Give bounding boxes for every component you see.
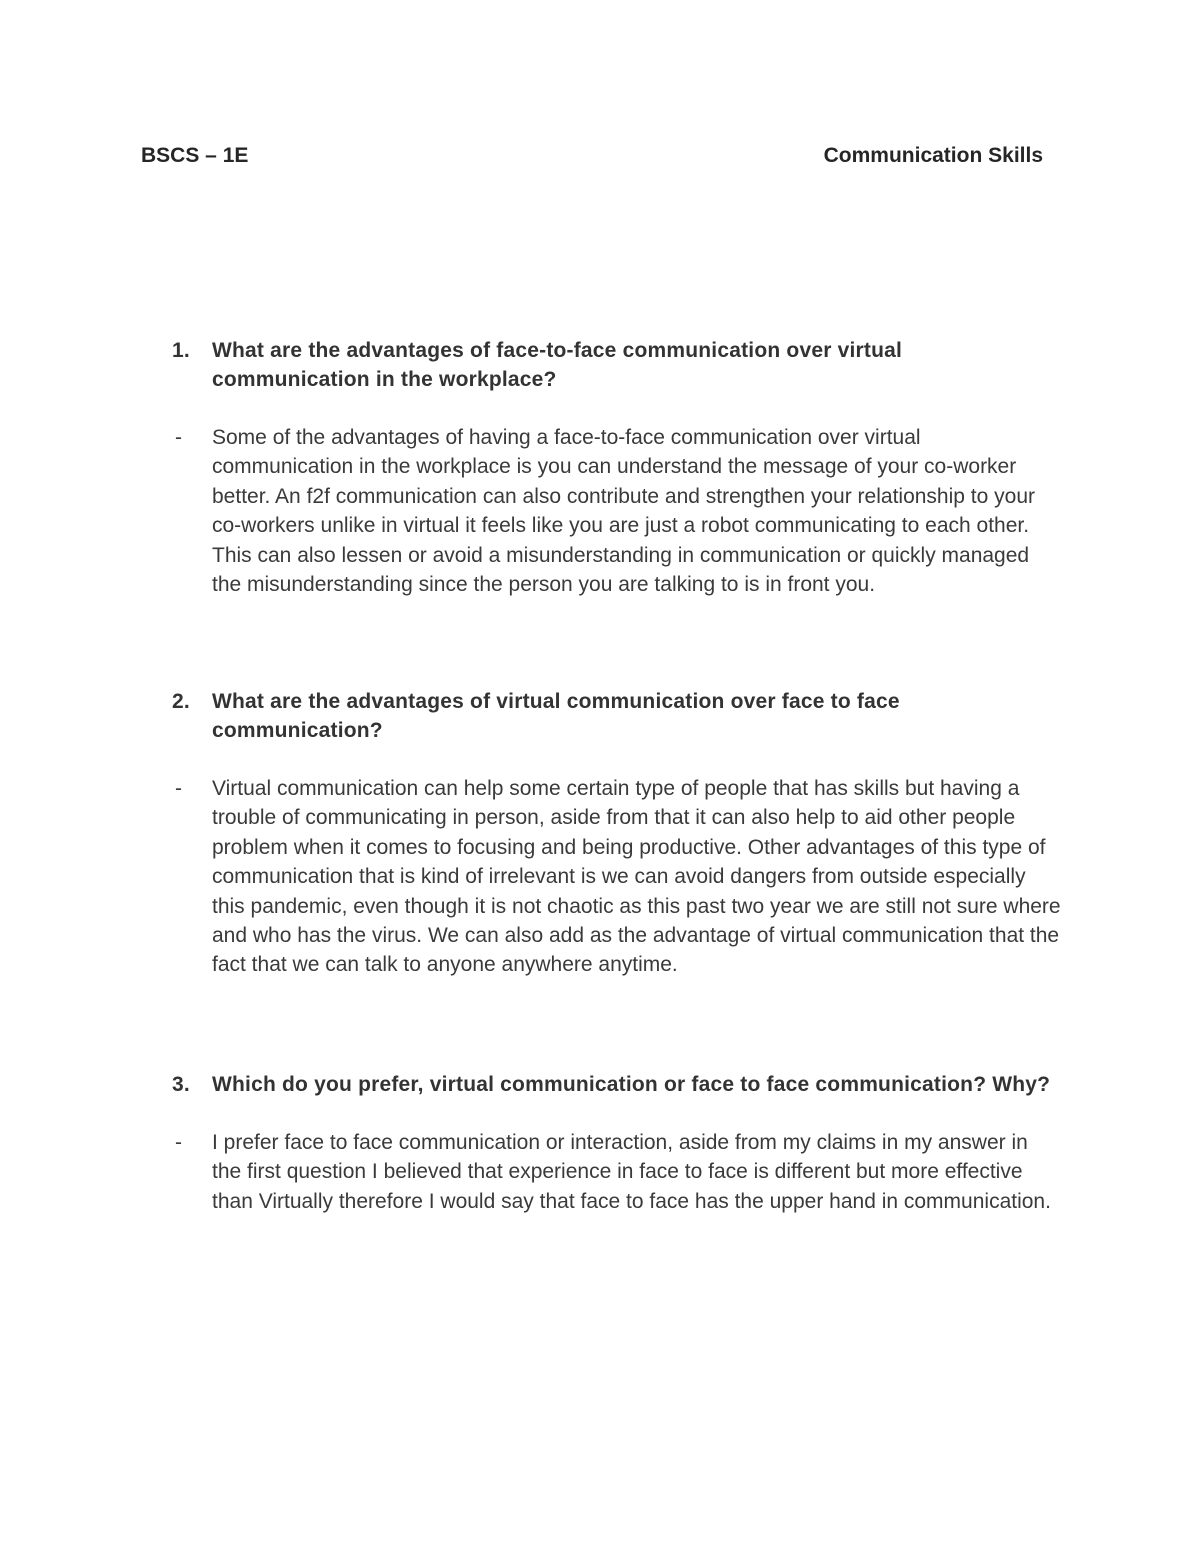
question-number: 2. [172,690,190,713]
question-3 [172,1070,1062,1099]
question-block-3 [172,1070,1062,1216]
page-header [141,142,1043,172]
question-number: 3. [172,1073,190,1096]
answer-bullet: - [175,777,182,800]
subject-title: Communication Skills [823,144,1043,167]
answer-2 [172,774,1062,980]
question-text: What are the advantages of virtual communication over face to face communication? [212,690,900,742]
answer-text: Virtual communication can help some certain type of people that has skills but having a trouble of communicating in person, aside from that it can also help to aid other people problem when it comes to focusing and being productive. Other advantages of this type of communication that is kind of irrelevant is we can avoid dangers from outside especially this pandemic, even though it is not chaotic as this past two year we are still not sure where and who has the virus. We can also add as the advantage of virtual communication that the fact that we can talk to anyone anywhere anytime. [212,777,1061,977]
section-code: BSCS – 1E [141,144,249,167]
answer-1 [172,423,1062,599]
question-text: Which do you prefer, virtual communication or face to face communication? Why? [212,1073,1051,1096]
question-block-1 [172,336,1062,599]
question-number: 1. [172,339,190,362]
question-1 [172,336,1062,394]
answer-3 [172,1128,1062,1216]
answer-text: I prefer face to face communication or interaction, aside from my claims in my answer in the first question I believed that experience in face to face is different but more effective than Virtually therefore I would say that face to face has the upper hand in communication. [212,1131,1051,1213]
question-block-2 [172,687,1062,980]
answer-bullet: - [175,1131,182,1154]
question-2 [172,687,1062,745]
question-text: What are the advantages of face-to-face communication over virtual communication in the workplace? [212,339,903,391]
answer-bullet: - [175,426,182,449]
answer-text: Some of the advantages of having a face-to-face communication over virtual communication in the workplace is you can understand the message of your co-worker better. An f2f communication can also contribute and strengthen your relationship to your co-workers unlike in virtual it feels like you are just a robot communicating to each other. This can also lessen or avoid a misunderstanding in communication or quickly managed the misunderstanding since the person you are talking to is in front you. [212,426,1035,597]
